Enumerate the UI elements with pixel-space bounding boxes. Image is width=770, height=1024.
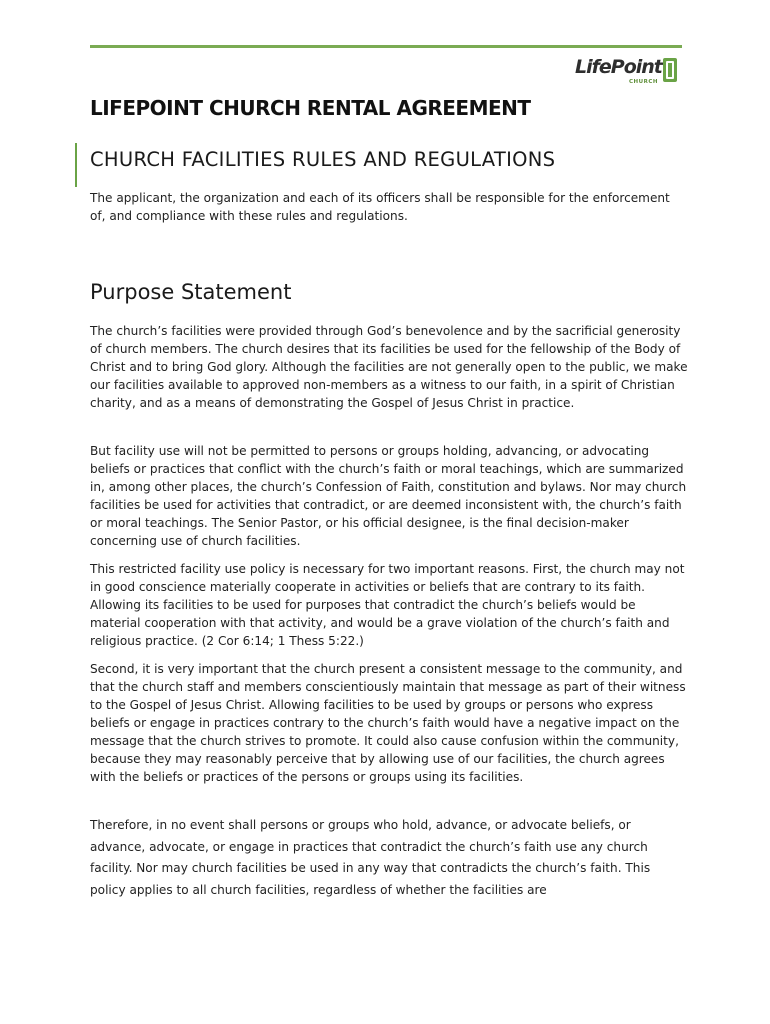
logo-wordmark: LifePoint — [575, 56, 662, 78]
subtitle-accent-bar — [75, 143, 77, 187]
document-subtitle: CHURCH FACILITIES RULES AND REGULATIONS — [90, 148, 556, 171]
purpose-paragraph-1: The church’s facilities were provided through God’s benevolence and by the sacrificial generosity of church members. The church desires that its facilities be used for the fellowship of the Body of Christ and to bring God glory. Although the facilities are not generally open to the public, we make our facilities available to approved non-members as a witness to our faith, in a spirit of Christian charity, and as a means of demonstrating the Gospel of Jesus Christ in practice. — [90, 324, 688, 410]
logo-subtitle: CHURCH — [629, 79, 658, 85]
purpose-paragraph-3: This restricted facility use policy is necessary for two important reasons. First, the church may not in good conscience materially cooperate in activities or beliefs that are contrary to its faith. Allowing its facilities to be used for purposes that contradict the church’s beliefs would be material cooperation with that activity, and would be a grave violation of the church’s faith and religious practice. (2 Cor 6:14; 1 Thess 5:22.) — [90, 562, 685, 648]
document-title: LIFEPOINT CHURCH RENTAL AGREEMENT — [90, 96, 531, 120]
logo-mark-icon — [662, 57, 678, 83]
purpose-paragraph-4: Second, it is very important that the church present a consistent message to the community, and that the church staff and members conscientiously maintain that message as part of their witness to the Gospel of Jesus Christ. Allowing facilities to be used by groups or persons who express beliefs or engage in practices contrary to the church’s faith would have a negative impact on the message that the church strives to promote. It could also cause confusion within the community, because they may reasonably perceive that by allowing use of our facilities, the church agrees with the beliefs or practices of the persons or groups using its facilities. — [90, 662, 686, 784]
section-heading-purpose: Purpose Statement — [90, 280, 292, 304]
intro-paragraph: The applicant, the organization and each of its officers shall be responsible for the enforcement of, and compliance with these rules and regulations. — [90, 191, 670, 223]
header-rule — [90, 45, 682, 48]
purpose-paragraph-5: Therefore, in no event shall persons or groups who hold, advance, or advocate beliefs, or advance, advocate, or engage in practices that contradict the church’s faith use any church facility. Nor may church facilities be used in any way that contradicts the church’s faith. This policy applies to all church facilities, regardless of whether the facilities are — [90, 818, 651, 897]
lifepoint-logo — [575, 54, 683, 88]
purpose-paragraph-2: But facility use will not be permitted to persons or groups holding, advancing, or advocating beliefs or practices that conflict with the church’s faith or moral teachings, which are summarized in, among other places, the church’s Confession of Faith, constitution and bylaws. Nor may church facilities be used for activities that contradict, or are deemed inconsistent with, the church’s faith or moral teachings. The Senior Pastor, or his official designee, is the final decision-maker concerning use of church facilities. — [90, 444, 687, 548]
